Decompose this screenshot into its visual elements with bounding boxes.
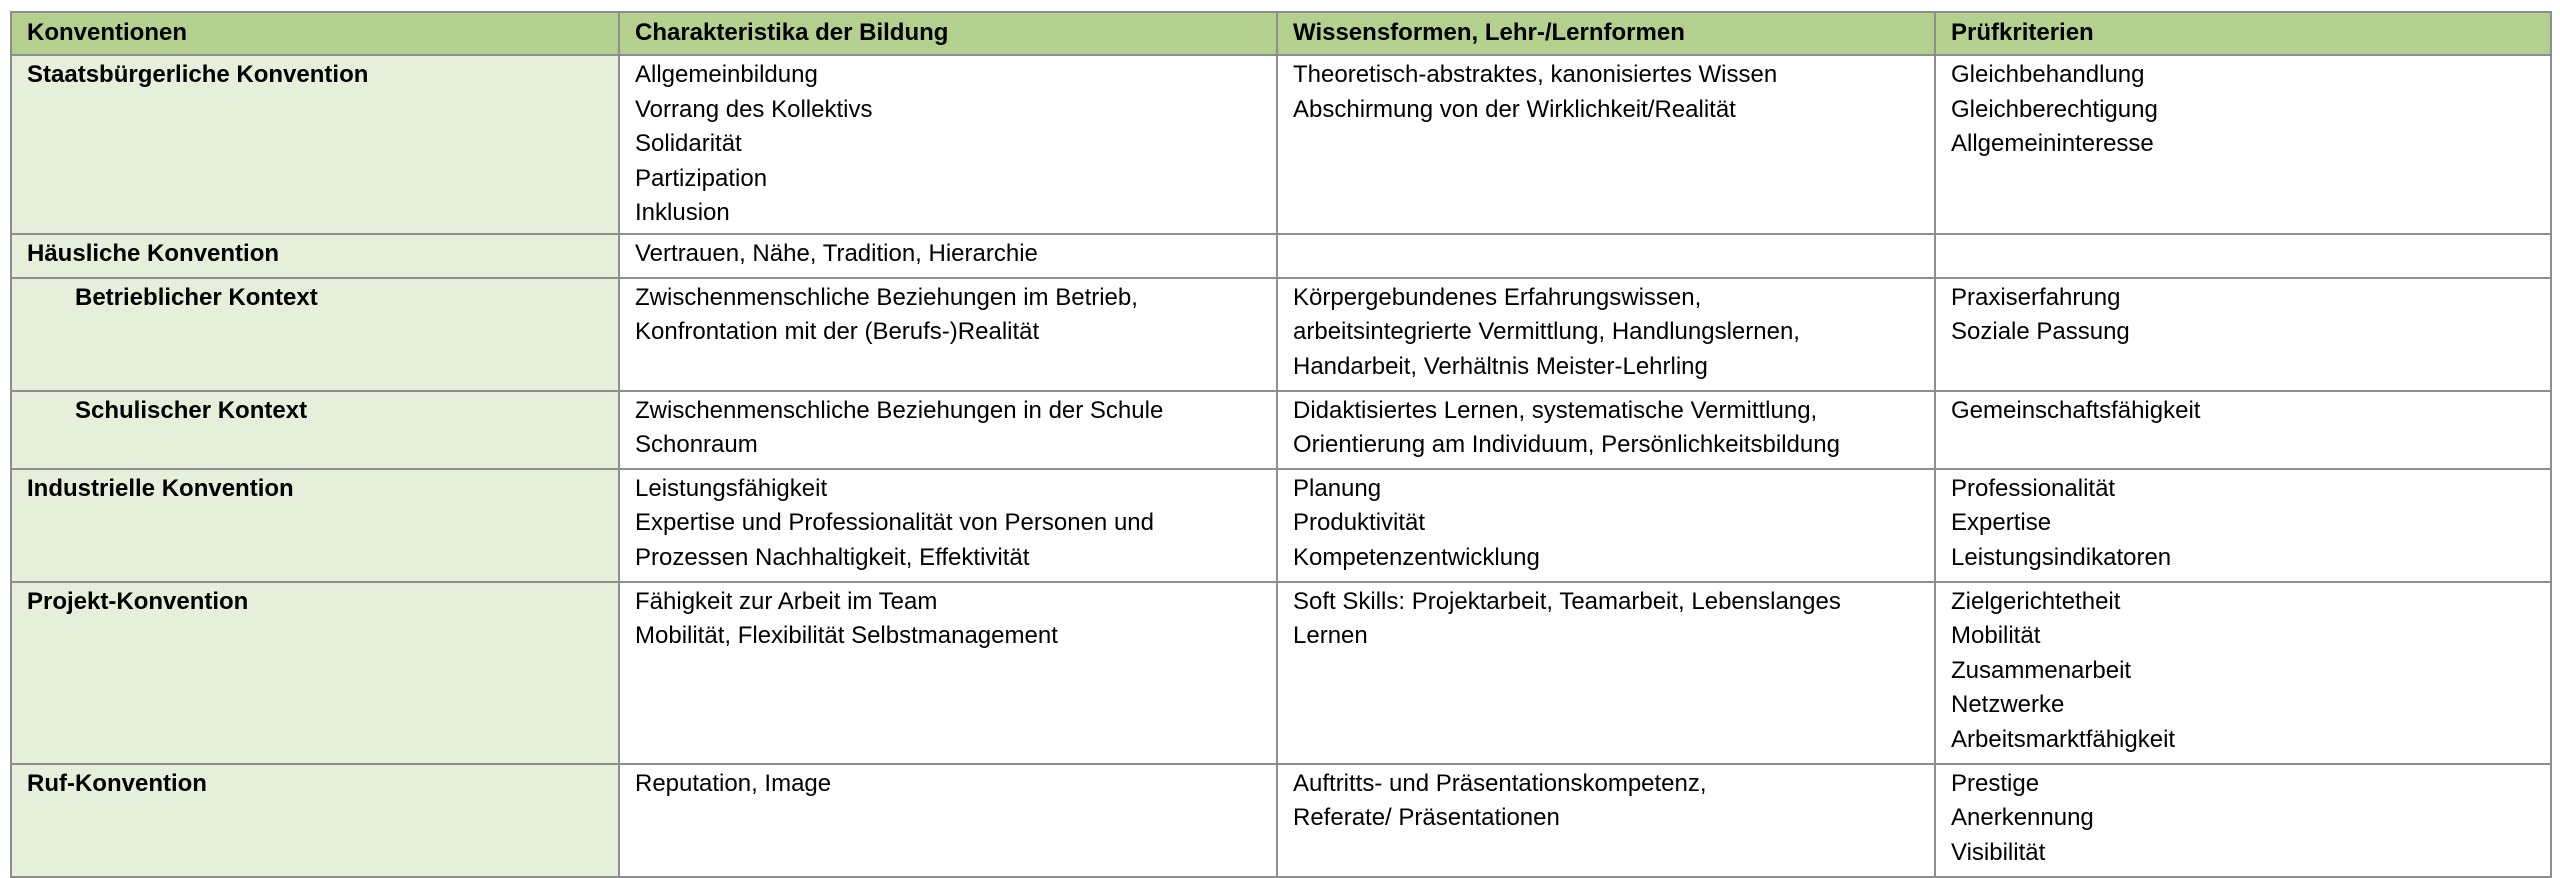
wissensformen-cell xyxy=(1277,391,1935,469)
wissensformen-line: Handarbeit, Verhältnis Meister-Lehrling xyxy=(1293,352,1708,380)
row-name: Schulischer Kontext xyxy=(75,396,308,424)
konventionen-table xyxy=(10,11,2552,878)
wissensformen-line: Körpergebundenes Erfahrungswissen, xyxy=(1293,283,1702,311)
charakteristika-line: Zwischenmenschliche Beziehungen in der Schule xyxy=(635,396,1164,424)
table-row xyxy=(11,234,2551,278)
wissensformen-line: Auftritts- und Präsentationskompetenz, xyxy=(1293,769,1707,797)
wissensformen-line: Produktivität xyxy=(1293,509,1426,536)
wissensformen-cell xyxy=(1277,278,1935,391)
charakteristika-cell xyxy=(619,391,1277,469)
wissensformen-cell xyxy=(1277,55,1935,234)
charakteristika-line: Solidarität xyxy=(635,130,742,157)
pruefkriterien-line: Zusammenarbeit xyxy=(1951,656,2132,684)
header-charakteristika: Charakteristika der Bildung xyxy=(619,12,1277,55)
pruefkriterien-cell xyxy=(1935,764,2551,877)
table-row xyxy=(11,469,2551,582)
table-row xyxy=(11,391,2551,469)
charakteristika-line: Konfrontation mit der (Berufs-)Realität xyxy=(635,318,1040,345)
row-name: Projekt-Konvention xyxy=(27,587,249,615)
charakteristika-cell xyxy=(619,234,1277,278)
pruefkriterien-cell xyxy=(1935,582,2551,764)
pruefkriterien-line: Anerkennung xyxy=(1951,804,2094,831)
wissensformen-cell xyxy=(1277,764,1935,877)
charakteristika-line: Zwischenmenschliche Beziehungen im Betrieb, xyxy=(635,283,1138,311)
wissensformen-line: Referate/ Präsentationen xyxy=(1293,804,1560,831)
pruefkriterien-line: Expertise xyxy=(1951,509,2052,536)
wissensformen-line: Orientierung am Individuum, Persönlichkeitsbildung xyxy=(1293,431,1840,458)
row-name-cell xyxy=(11,764,619,877)
table-row xyxy=(11,278,2551,391)
row-name: Ruf-Konvention xyxy=(27,769,207,797)
pruefkriterien-line: Praxiserfahrung xyxy=(1951,283,2121,311)
charakteristika-line: Reputation, Image xyxy=(635,769,832,797)
charakteristika-line: Vertrauen, Nähe, Tradition, Hierarchie xyxy=(635,239,1038,267)
wissensformen-line: Didaktisiertes Lernen, systematische Vermittlung, xyxy=(1293,396,1818,424)
charakteristika-line: Allgemeinbildung xyxy=(635,61,818,88)
wissensformen-line: Lernen xyxy=(1293,622,1368,649)
row-name: Industrielle Konvention xyxy=(27,474,294,502)
pruefkriterien-line: Gleichbehandlung xyxy=(1951,61,2145,88)
pruefkriterien-cell xyxy=(1935,391,2551,469)
table-body xyxy=(11,55,2551,877)
pruefkriterien-cell xyxy=(1935,55,2551,234)
charakteristika-cell xyxy=(619,278,1277,391)
row-name-cell xyxy=(11,234,619,278)
table-row xyxy=(11,582,2551,764)
pruefkriterien-line: Leistungsindikatoren xyxy=(1951,543,2172,571)
pruefkriterien-line: Gemeinschaftsfähigkeit xyxy=(1951,396,2201,424)
table-row xyxy=(11,764,2551,877)
wissensformen-line: arbeitsintegrierte Vermittlung, Handlungslernen, xyxy=(1293,318,1800,345)
charakteristika-line: Vorrang des Kollektivs xyxy=(635,95,873,123)
table-row xyxy=(11,55,2551,234)
wissensformen-cell xyxy=(1277,469,1935,582)
row-name: Staatsbürgerliche Konvention xyxy=(27,61,369,88)
wissensformen-line: Soft Skills: Projektarbeit, Teamarbeit, Lebenslanges xyxy=(1293,587,1841,615)
row-name: Betrieblicher Kontext xyxy=(75,283,318,311)
row-name-cell xyxy=(11,391,619,469)
charakteristika-cell xyxy=(619,55,1277,234)
pruefkriterien-cell xyxy=(1935,469,2551,582)
charakteristika-cell xyxy=(619,764,1277,877)
header-pruefkriterien: Prüfkriterien xyxy=(1935,12,2551,55)
pruefkriterien-line: Professionalität xyxy=(1951,474,2116,502)
header-row xyxy=(11,12,2551,55)
row-name: Häusliche Konvention xyxy=(27,239,280,267)
pruefkriterien-cell xyxy=(1935,278,2551,391)
row-name-cell xyxy=(11,55,619,234)
wissensformen-line: Planung xyxy=(1293,474,1382,502)
pruefkriterien-line: Visibilität xyxy=(1951,838,2046,866)
row-name-cell xyxy=(11,582,619,764)
charakteristika-cell xyxy=(619,582,1277,764)
pruefkriterien-line: Arbeitsmarktfähigkeit xyxy=(1951,725,2176,753)
wissensformen-line: Abschirmung von der Wirklichkeit/Realität xyxy=(1293,95,1736,123)
charakteristika-line: Inklusion xyxy=(635,199,730,226)
wissensformen-cell xyxy=(1277,582,1935,764)
wissensformen-cell xyxy=(1277,234,1935,278)
table-header xyxy=(11,12,2551,55)
pruefkriterien-line: Zielgerichtetheit xyxy=(1951,587,2121,615)
charakteristika-line: Mobilität, Flexibilität Selbstmanagement xyxy=(635,622,1058,649)
pruefkriterien-line: Mobilität xyxy=(1951,622,2041,649)
charakteristika-line: Expertise und Professionalität von Personen und xyxy=(635,509,1154,536)
header-konventionen: Konventionen xyxy=(11,12,619,55)
pruefkriterien-line: Prestige xyxy=(1951,769,2040,797)
charakteristika-line: Prozessen Nachhaltigkeit, Effektivität xyxy=(635,543,1030,571)
pruefkriterien-cell xyxy=(1935,234,2551,278)
charakteristika-line: Fähigkeit zur Arbeit im Team xyxy=(635,587,938,615)
row-name-cell xyxy=(11,278,619,391)
pruefkriterien-line: Netzwerke xyxy=(1951,691,2065,718)
charakteristika-line: Schonraum xyxy=(635,431,758,458)
pruefkriterien-line: Soziale Passung xyxy=(1951,318,2130,345)
charakteristika-line: Partizipation xyxy=(635,164,768,192)
charakteristika-line: Leistungsfähigkeit xyxy=(635,474,828,502)
charakteristika-cell xyxy=(619,469,1277,582)
wissensformen-line: Kompetenzentwicklung xyxy=(1293,543,1540,571)
wissensformen-line: Theoretisch-abstraktes, kanonisiertes Wissen xyxy=(1293,61,1778,88)
row-name-cell xyxy=(11,469,619,582)
pruefkriterien-line: Gleichberechtigung xyxy=(1951,95,2158,123)
header-wissensformen: Wissensformen, Lehr-/Lernformen xyxy=(1277,12,1935,55)
pruefkriterien-line: Allgemeininteresse xyxy=(1951,130,2154,157)
